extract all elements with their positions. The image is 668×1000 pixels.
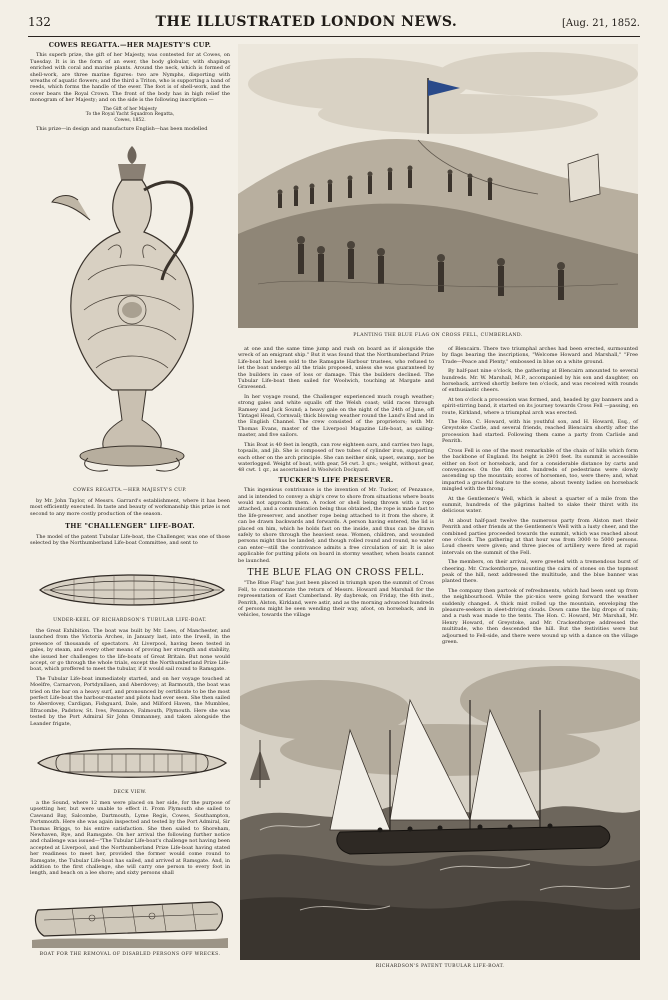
challenger-p3: a the Sound, where 12 men were placed on her side, for the purpose of upsetting her, but were unable to effect it. From Plymouth she sailed to Cawsand Bay, Salcombe, Dartmouth, Lyme Regis, Cowes, Southampton, Portsmouth. Here she was again inspected and tested by the Port Admiral, Sir Thomas Briggs, to his entire satisfaction. She then sailed to Shoreham, Newhaven, Rye, and Ramsgate. On her arrival the following further notice and challenge was issued—"The Tubular Life-boat's challenge not having been accepted at Liverpool, and the Northumberland Prize Life-boat having stated her readiness to meet her, provided the former would come round to Ramsgate, the Tubular Life-boat has sailed, and arrived at Ramsgate. And, in addition to the first challenge, she will carry one person to every foot in length, and beach on a lee shore; and sixty persons shall <box>30 800 230 877</box>
underkeel-image <box>34 566 230 614</box>
middle-p1: at one and the same time jump and rush on board as if alongside the wreck of an emigrant ship." But it was found that the Northumberland Prize Life-boat had been sold to the Ramsgate Harbour trustees, who refused to let the boat undergo all the trials proposed, unless she was guaranteed by the builders in case of loss or damage. This the builders declined. The Tubular Life-boat then sailed for Woolwich, touching at Margate and Gravesend. <box>238 346 434 391</box>
masthead-title: THE ILLUSTRATED LONDON NEWS. <box>155 14 458 30</box>
inscription-line: To the Royal Yacht Squadron Regatta, <box>85 112 175 118</box>
page-number: 132 <box>28 15 51 29</box>
page-header <box>28 14 640 37</box>
right-p7: At about half-past twelve the numerous party from Alston met their Penrith and other friends at the Gentlemen's Well with a lusty cheer, and the combined parties proceeded towards the summit, which was reached about one o'clock. The gathering at that hour was from 3000 to 5000 persons. Loud cheers were given; and three pieces of artillery were fired at rapid intervals on the summit of the Fell. <box>442 517 638 556</box>
challenger-p1: the Great Exhibition. The boat was built by Mr. Lees, of Manchester, and launched from the Victoria Arches, in January last, into the Irwell, in the presence of thousands of spectators. At Liverpool, having been tested in gales, by steam, and every other means of proving her strength and stability, she issued her challenges to the life-boats of Great Britain. But none would accept, or go through the whole trials, except the Northumberland Prize Life-boat, which proffered to meet the tubular, if it would sail round to Ramsgate. <box>30 628 230 673</box>
blue-flag-p1: "The Blue Flag" has just been placed in triumph upon the summit of Cross Fell, to commemorate the return of Messrs. Howard and Marshall for the representation of East Cumberland. By daybreak, on Friday, the 6th inst., Penrith, Alston, Kirkland, were astir, and as the morning advanced hundreds of persons might be seen wending their way, afoot, on horseback, and in vehicles, towards the village <box>238 580 434 619</box>
cowes-article <box>30 42 230 136</box>
cross-fell-caption: PLANTING THE BLUE FLAG ON CROSS FELL, CUMBERLAND. <box>353 333 523 338</box>
right-p1: of Blencairn. There two triumphal arches had been erected, surmounted by flags bearing the inscriptions, "Welcome Howard and Marshall," "Free Trade—Peace and Plenty," embossed in blue on a white ground. <box>442 346 638 365</box>
deck-view-illustration <box>34 740 230 786</box>
cowes-body: This superb prize, the gift of her Majesty, was contested for at Cowes, on Tuesday. It is in the form of an ewer, the body globular, with shapings enriched with coral and marine plants. Around the neck, which is formed of shell-work, are three marine figures: two are Nymphs, disporting with wreaths of aquatic flowers; and the third a Triton, who is supporting a band of reeds, which forms the handle of the ewer. The foot is of shell-work, and the cover bears the Royal Crown. The front of the body has in high relief the monogram of her Majesty; and on the side is the following inscription — <box>30 52 230 104</box>
challenger-p2: The Tubular Life-boat immediately started, and on her voyage touched at Moelfre, Carnarvon, Portdynllaen, and Aberdovey; at Barmouth, the boat was tried on the bar on a heavy surf, and pronounced by certificate to be the most perfect Life-boat the harbour-master and pilots had ever seen. She then sailed to Aberdovey, Cardigan, Fishguard, Dale, and Milford Haven, the Mumbles, Ilfracombe, Padstow, St. Ives, Penzance, Falmouth, Plymouth. Here she was tested by the Port Admiral Sir John Ommanney, and taken alongside the Leander frigate, <box>30 675 230 727</box>
cowes-caption: COWES REGATTA.—HER MAJESTY'S CUP. <box>73 488 187 493</box>
cowes-after-text: by Mr. John Taylor, of Messrs. Garrard's establishment, where it has been most efficiently executed. In taste and beauty of workmanship this prize is not second to any more costly production of the season. <box>30 498 230 517</box>
deck-view-image <box>34 740 230 786</box>
deck-view-caption: DECK VIEW. <box>113 790 147 795</box>
challenger-story <box>30 628 230 730</box>
right-p9: The company then partook of refreshments, which had been sent up from the neighbourhood. While the pic-nics were going forward the weather suddenly changed. A thick mist rolled up the mountain, enveloping the pleasure-seekers in sleet-driving clouds. Down came the big drops of rain; and a rush was made to the tents. The Hon. C. Howard, Mr. Marshall, Mr. Henry Howard, of Greystoke, and Mr. Crackenthorpe addressed the multitude, who then descended the hill. But the festivities were but adjourned to Fell-side, and there were wound up with a dance on the village green. <box>442 587 638 646</box>
challenger-heading: THE "CHALLENGER" LIFE-BOAT. <box>65 522 195 531</box>
challenger-continued <box>238 346 434 622</box>
underkeel-caption: UNDER-KEEL OF RICHARDSON'S TUBULAR LIFE-BOAT. <box>53 618 207 623</box>
issue-date: [Aug. 21, 1852. <box>561 18 640 29</box>
cowes-body-2: This prize—in design and manufacture English—has been modelled <box>36 126 208 133</box>
blue-flag-heading: THE BLUE FLAG ON CROSS FELL. <box>247 568 425 578</box>
rescue-boat-image <box>32 890 228 948</box>
tubular-lifeboat-illustration <box>240 660 640 960</box>
right-p4: The Hon. C. Howard, with his youthful son, and H. Howard, Esq., of Greystoke Castle, and several friends, reached Blencairn shortly after the procession had started. Following them came a party from Carlisle and Penrith. <box>442 419 638 445</box>
challenger-story-2 <box>30 800 230 880</box>
ewer-image <box>48 140 216 485</box>
right-p5: Cross Fell is one of the most remarkable of the chain of hills which form the backbone of England. Its height is 2901 feet. Its summit is accessible either on foot or horseback, and for a considerable distance by carts and conveyances. On the 6th inst. hundreds of pedestrians were slowly ascending up the mountain; scores of horsemen, too, were there; and, what imparted a graceful feature to the scene, about twenty ladies on horseback mingled with the throng. <box>442 447 638 493</box>
middle-p3: This Boat is 40 feet in length, can row eighteen oars, and carries two lugs, topsails, and jib. She is composed of two tubes of cylinder iron, supporting each other on the arch principle. She can neither sink, upset, swamp, nor be waterlogged. Weight of boat, with gear, 54 cwt. 3 qrs.; weight, without gear, 48 cwt. 1 qr., as ascertained in Woolwich Dockyard. <box>238 441 434 474</box>
tubular-lifeboat-image <box>240 660 640 960</box>
cowes-inscription <box>30 107 230 124</box>
rescue-boat-illustration <box>32 890 228 948</box>
challenger-intro: The model of the patent Tubular Life-boat, the Challenger, was one of those selected by the Northumberland Life-boat Committee, and sent to <box>30 533 230 547</box>
cross-fell-image <box>238 44 638 328</box>
middle-p2: In her voyage round, the Challenger experienced much rough weather; strong gales and white squalls off the Welsh coast; wild races through Ramsey and Jack Sound; a heavy gale on the night of the 24th of June, off Tintagel Head, Cornwall; thick blowing weather round the Land's End and in the English Channel. The crew consisted of the proprietors; with Mr. Thomas Evans, master of the Liverpool Magazine Life-boat, as sailing-master, and five sailors. <box>238 393 434 439</box>
blue-flag-continued <box>442 346 638 648</box>
inscription-line: The Gift of her Majesty <box>103 106 157 112</box>
underkeel-illustration <box>34 566 230 614</box>
right-p8: The members, on their arrival, were greeted with a tremendous burst of cheering. Mr. Crackenthorpe, mounting the cairn of stones on the topmost peak of the hill, next addressed the multitude, and the blue banner was planted there. <box>442 559 638 585</box>
cowes-after <box>30 498 230 549</box>
right-p3: At ten o'clock a procession was formed, and, headed by gay banners and a spirit-stirring band, it started on its journey towards Cross Fell —passing, en route, Kirkland, where a triumphal arch was erected. <box>442 396 638 416</box>
tubular-lifeboat-caption: RICHARDSON'S PATENT TUBULAR LIFE-BOAT. <box>375 964 505 969</box>
right-p6: At the Gentlemen's Well, which is about a quarter of a mile from the summit, hundreds of the pilgrims halted to slake their thirst with its delicious water. <box>442 495 638 515</box>
inscription-line: Cowes, 1852. <box>114 117 146 123</box>
ewer-illustration <box>48 140 216 485</box>
rescue-boat-caption: BOAT FOR THE REMOVAL OF DISABLED PERSONS OFF WRECKS. <box>39 952 221 957</box>
right-p2: By half-past nine o'clock, the gathering at Blencairn amounted to several hundreds. Mr. W. Marshall, M.P., accompanied by his son and daughter, on horseback, arrived shortly before ten o'clock, and was received with rounds of enthusiastic cheers. <box>442 368 638 394</box>
middle-p4: This ingenious contrivance is the invention of Mr. Tucker, of Penzance, and is intended to convey a ship's crew to shore from situations where boats would not approach them. A rocket or shell being thrown with a rope attached, and a communication being thus obtained, the rope is made fast to the life-preserver, and another rope being attached to it from the shore, it can be drawn backwards and forwards. A person having entered, the lid is placed on him, which he holds fast on the inside, and thus can be drawn safely to shore through the heaviest seas. Women, children, and wounded persons might thus be landed; and though rolled round and round, no water can enter—still the contrivance admits a free circulation of air. It is also applicable for putting pilots on board in stormy weather, when boats cannot be launched. <box>238 487 434 564</box>
cowes-heading: COWES REGATTA.—HER MAJESTY'S CUP. <box>48 41 212 49</box>
cross-fell-illustration <box>238 44 638 328</box>
tucker-heading: TUCKER'S LIFE PRESERVER. <box>278 475 394 484</box>
